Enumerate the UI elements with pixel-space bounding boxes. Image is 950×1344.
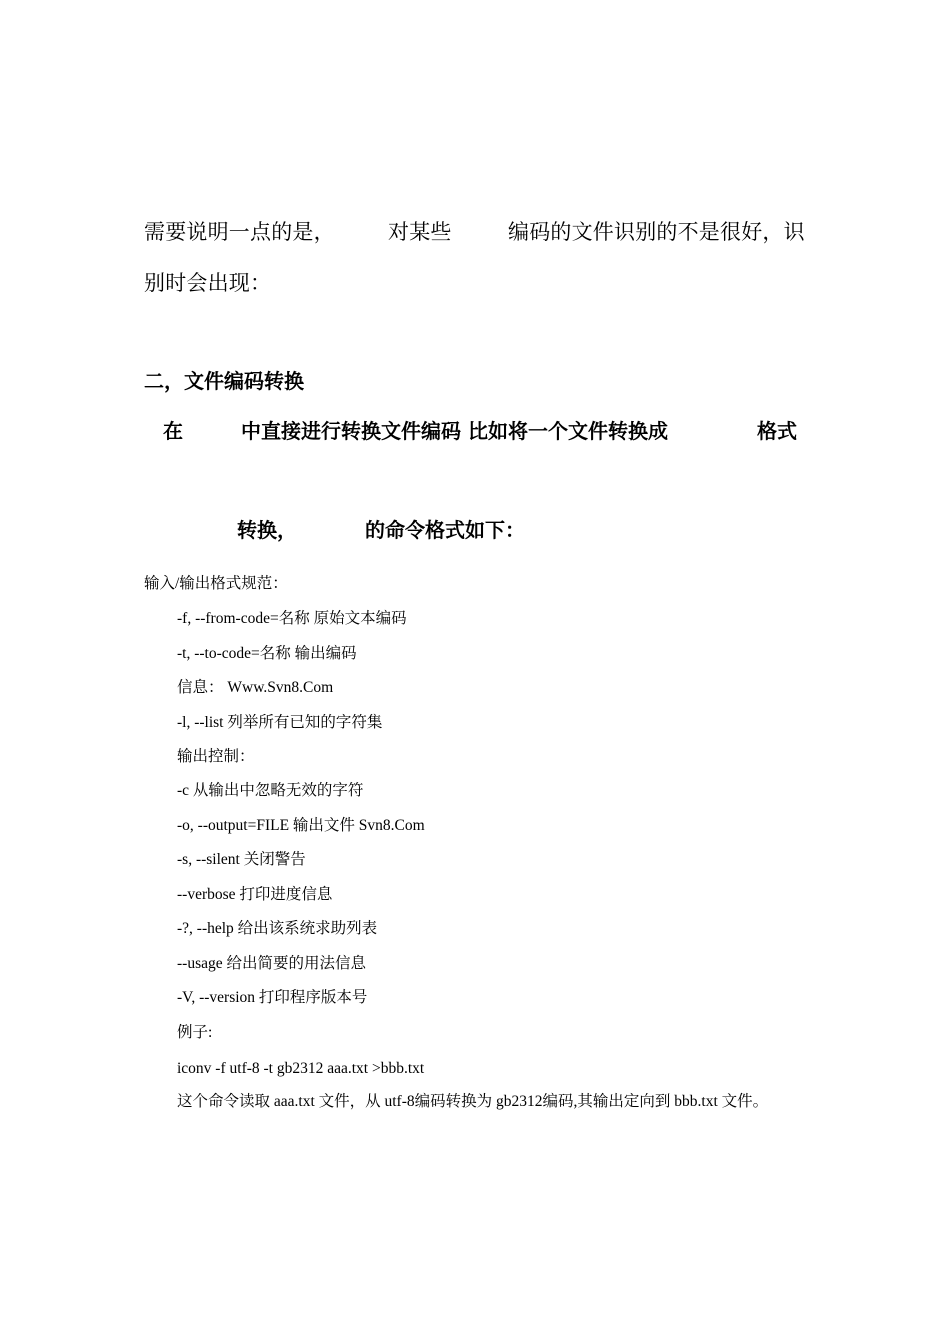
intro-part-2: 对某些 xyxy=(388,220,452,244)
option-line: -c 从输出中忽略无效的字符 xyxy=(177,782,364,799)
option-line: -s, --silent 关闭警告 xyxy=(177,851,306,868)
command-example: iconv -f utf-8 -t gb2312 aaa.txt >bbb.txt xyxy=(177,1060,425,1077)
option-line: 信息： Www.Svn8.Com xyxy=(177,679,334,696)
intro-part-1: 需要说明一点的是， xyxy=(144,220,335,244)
option-line: -?, --help 给出该系统求助列表 xyxy=(177,920,378,937)
section-line2-b: 的命令格式如下： xyxy=(365,518,525,542)
example-description: 这个命令读取 aaa.txt 文件，从 utf-8编码转换为 gb2312编码,其输出定向到 bbb.txt 文件。 xyxy=(177,1093,769,1110)
options-header: 输入/输出格式规范： xyxy=(144,575,288,592)
section-title: 二，文件编码转换 xyxy=(144,369,304,393)
section-line1-a: 在 xyxy=(163,419,183,443)
intro-line-2: 别时会出现： xyxy=(144,271,272,295)
option-line: -l, --list 列举所有已知的字符集 xyxy=(177,714,383,731)
option-line: 例子: xyxy=(177,1024,213,1041)
option-line: --usage 给出简要的用法信息 xyxy=(177,955,366,972)
option-line: -f, --from-code=名称 原始文本编码 xyxy=(177,610,407,627)
section-line1-b: 中直接进行转换文件编码 比如将一个文件转换成 xyxy=(241,419,668,443)
section-line2-a: 转换， xyxy=(237,518,297,542)
intro-part-3: 编码的文件识别的不是很好，识 xyxy=(508,220,805,244)
option-line: -o, --output=FILE 输出文件 Svn8.Com xyxy=(177,817,425,834)
option-line: --verbose 打印进度信息 xyxy=(177,886,333,903)
option-line: -t, --to-code=名称 输出编码 xyxy=(177,645,357,662)
section-line1-c: 格式 xyxy=(757,419,797,443)
option-line: 输出控制： xyxy=(177,748,255,765)
option-line: -V, --version 打印程序版本号 xyxy=(177,989,368,1006)
